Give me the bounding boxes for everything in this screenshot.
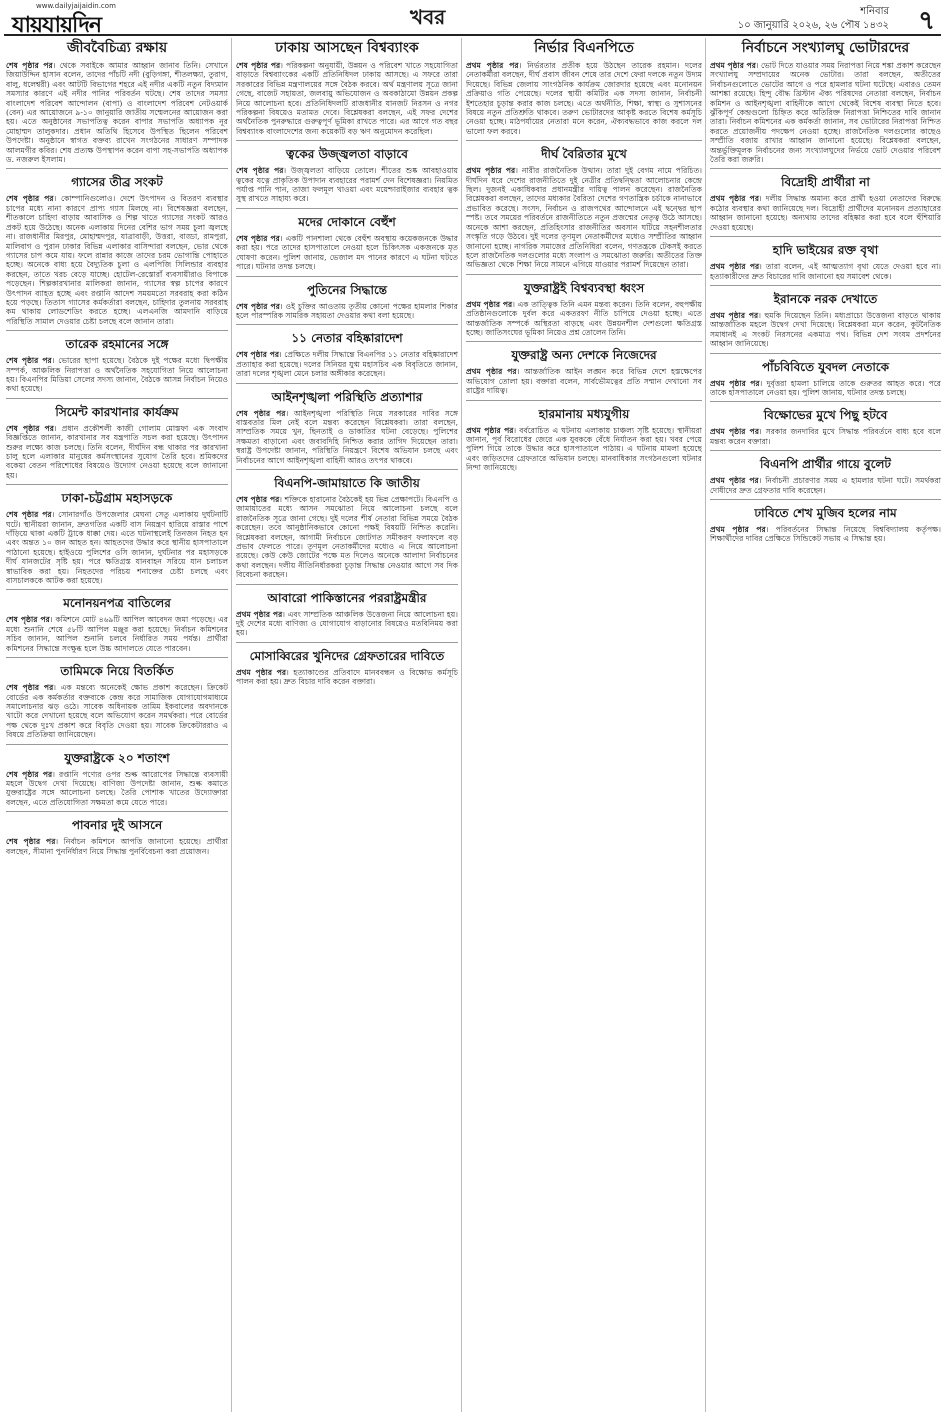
story-headline[interactable]: সিমেন্ট কারখানার কার্যক্রম (55, 404, 179, 419)
story-text: । ওই চুক্তির আওতায় তৃতীয় কোনো পক্ষের হামলার শিকার হলে পারস্পরিক সামরিক সহায়তা দেওয়ার কথা বলা হয়েছে। (236, 301, 458, 320)
story-continuation-lead: প্রথম পৃষ্ঠার পর (710, 61, 756, 70)
story-text: । আইনশৃঙ্খলা পরিস্থিতি নিয়ে সরকারের দাবির সঙ্গে বাস্তবতার মিল নেই বলে মন্তব্য করেছেন বিশ্লেষকরা। তারা বলছেন, সাম্প্রতিক সময়ে খুন, ছিনতাই ও ডাকাতির ঘটনা বেড়েছে। পুলিশের সক্ষমতা বাড়ানো এবং জবাবদিহি নিশ্চিত করার তাগিদ দিয়েছেন তারা। স্বরাষ্ট্র উপদেষ্টা জানান, পরিস্থিতি নিয়ন্ত্রণে বিশেষ অভিযান চলছে এবং নির্বাচনের আগে আইনশৃঙ্খলা বাহিনী আরও তৎপর থাকবে। (236, 408, 458, 465)
story-text: । প্রধান প্রকৌশলী কাজী গোলাম মোস্তফা এক সংবাদ বিজ্ঞপ্তিতে জানান, কারখানার সব যন্ত্রপাতি সচল করা হয়েছে। উৎপাদন শুরুর লক্ষ্যে কাজ চলছে। তিনি বলেন, দীর্ঘদিন বন্ধ থাকার পর কারখানা চালু হলে এলাকার মানুষের কর্মসংস্থানের সুযোগ তৈরি হবে। শ্রমিকদের বকেয়া বেতন পরিশোধের বিষয়েও উদ্যোগ নেওয়া হয়েছে বলে জানানো হয়। (6, 423, 228, 480)
story-continuation-lead: প্রথম পৃষ্ঠার পর (710, 262, 760, 272)
story-paragraph (6, 683, 228, 739)
story-continuation-lead: শেষ পৃষ্ঠার পর (6, 61, 53, 70)
news-story (6, 751, 228, 813)
story-text: । পরিবর্তনের সিদ্ধান্ত নিয়েছে বিশ্ববিদ্যালয় কর্তৃপক্ষ। শিক্ষার্থীদের দাবির প্রেক্ষিতে সিন্ডিকেট সভায় এ সিদ্ধান্ত হয়। (710, 524, 941, 544)
story-text: । পরিকল্পনা অনুযায়ী, উন্নয়ন ও পরিবেশ খাতে সহযোগিতা বাড়াতে বিশ্বব্যাংকের একটি প্রতিনিধিদল ঢাকায় আসছে। এ সফরে তারা সরকারের বিভিন্ন মন্ত্রণালয়ের সঙ্গে বৈঠক করবে। অর্থ মন্ত্রণালয় সূত্রে জানা গেছে, বাজেট সহায়তা, জলবায়ু অভিযোজন ও অবকাঠামো উন্নয়ন প্রকল্প নিয়ে আলোচনা হবে। প্রতিনিধিদলটি রাজধানীর যানজট নিরসন ও নগর পরিকল্পনা বিষয়েও মতামত দেবে। বিশ্লেষকরা বলছেন, এই সফর দেশের অর্থনৈতিক পুনরুদ্ধারে গুরুত্বপূর্ণ ভূমিকা রাখতে পারে। এর আগে গত বছর বিশ্বব্যাংক বাংলাদেশের জন্য কয়েকটি বড় ঋণ অনুমোদন করেছিল। (236, 61, 458, 136)
news-story (6, 175, 228, 331)
story-body (6, 194, 228, 326)
story-paragraph (6, 194, 228, 326)
news-story (236, 591, 458, 643)
story-paragraph (710, 427, 941, 446)
story-text: । প্রেক্ষিতে দলীয় সিদ্ধান্তে বিএনপির ১১ নেতার বহিষ্কারাদেশ প্রত্যাহার করা হয়েছে। দলের সিনিয়র যুগ্ম মহাসচিব এক বিবৃতিতে জানান, তারা দলের শৃঙ্খলা মেনে চলার অঙ্গীকার করেছেন। (236, 350, 458, 379)
news-story (466, 407, 702, 477)
story-body (710, 194, 941, 232)
story-text: । কোম্পানিগুলোও। দেশে উৎপাদন ও বিতরণ ব্যবস্থার চাপের মধ্যে নানা কারণে প্রাপ্য গ্যাস মিলছে না। বিশেষজ্ঞরা বলছেন, শীতকালে চাহিদা বাড়ায় আবাসিক ও শিল্প খাতে গ্যাসের সংকট আরও প্রকট হয়ে উঠেছে। অনেক এলাকায় দিনের বেশির ভাগ সময় চুলা জ্বলছে না। রাজধানীর মিরপুর, মোহাম্মদপুর, যাত্রাবাড়ী, উত্তরা, বাড্ডা, রামপুরা, মালিবাগ ও পুরান ঢাকার বিভিন্ন এলাকার বাসিন্দারা বলছেন, ভোর থেকে গ্যাসের চাপ কমে যায়। ফলে রান্নার কাজে তাদের চরম ভোগান্তি পোহাতে হচ্ছে। অনেকে বাধ্য হয়ে বৈদ্যুতিক চুলা ও এলপিজি সিলিন্ডার ব্যবহার করছেন, তাতে খরচ বেড়ে যাচ্ছে। হোটেল-রেস্তোরাঁ ব্যবসায়ীরাও বিপাকে পড়েছেন। শিল্পকারখানার মালিকরা জানান, গ্যাসের স্বল্প চাপের কারণে উৎপাদন ব্যাহত হচ্ছে এবং রপ্তানি আদেশ সময়মতো সরবরাহ করা কঠিন হয়ে পড়ছে। তিতাস গ্যাসের কর্মকর্তারা বলছেন, চাহিদার তুলনায় সরবরাহ কম থাকায় লোডশেডিং করতে হচ্ছে। এলএনজি আমদানি বাড়িয়ে পরিস্থিতি সামাল দেওয়ার চেষ্টা চলছে বলে জানান তারা। (6, 194, 228, 326)
news-story (466, 147, 702, 274)
news-story (236, 331, 458, 383)
story-paragraph (710, 194, 941, 232)
news-story (710, 175, 941, 237)
story-paragraph (710, 262, 941, 281)
story-text: । নারীর রাজনৈতিক উত্থান। তারা দুই বেগম নামে পরিচিত। দীর্ঘদিন ধরে দেশের রাজনীতিতে দুই নেত্রীর প্রতিদ্বন্দ্বিতা আলোচনার কেন্দ্রে ছিল। দুজনই একাধিকবার প্রধানমন্ত্রীর দায়িত্ব পালন করেছেন। রাজনৈতিক বিশ্লেষকরা বলছেন, তাদের মধ্যকার বৈরিতা দেশের গণতান্ত্রিক চর্চাকে নানাভাবে প্রভাবিত করেছে। সংসদ, নির্বাচন ও রাজপথের আন্দোলনে এই দ্বন্দ্বের ছাপ স্পষ্ট। তবে সময়ের পরিবর্তনে রাজনীতিতে নতুন প্রজন্মের নেতৃত্ব উঠে আসছে। অনেকে আশা করছেন, প্রতিহিংসার রাজনীতির অবসান ঘটিয়ে সহনশীলতার সংস্কৃতি গড়ে উঠবে। দুই দলের তৃণমূল নেতাকর্মীদের মধ্যেও সম্প্রীতির আহ্বান জানানো হচ্ছে। নাগরিক সমাজের প্রতিনিধিরা বলেন, গণতন্ত্রকে টেকসই করতে হলে রাজনৈতিক দলগুলোর মধ্যে সংলাপ ও সমঝোতা জরুরি। অতীতের তিক্ত অভিজ্ঞতা থেকে শিক্ষা নিয়ে সামনে এগিয়ে যাওয়ার পরামর্শ দিয়েছেন তারা। (466, 166, 702, 270)
story-body (466, 367, 702, 395)
story-continuation-lead: শেষ পৃষ্ঠার পর (6, 837, 56, 847)
story-body (6, 770, 228, 808)
story-headline[interactable]: নির্বাচনে সংখ্যালঘু ভোটারদের (741, 40, 910, 56)
story-body (710, 311, 941, 349)
story-continuation-lead: প্রথম পৃষ্ঠার পর (710, 310, 759, 320)
story-paragraph (236, 668, 458, 687)
story-body (6, 356, 228, 394)
story-continuation-lead: প্রথম পৃষ্ঠার পর (710, 476, 759, 486)
story-body (6, 510, 228, 585)
story-headline[interactable]: বিএনপি প্রার্থীর গায়ে বুলেট (760, 457, 891, 472)
story-text: । হুমকি দিয়েছেন তিনি। মধ্যপ্রাচ্যে উত্তেজনা বাড়তে থাকায় আন্তর্জাতিক মহলে উদ্বেগ দেখা দিয়েছে। বিশ্লেষকরা মনে করেন, কূটনৈতিক সমাধানই এ সংকট নিরসনের একমাত্র পথ। বিভিন্ন দেশ সংযম প্রদর্শনের আহ্বান জানিয়েছে। (710, 310, 941, 349)
column-divider (461, 38, 462, 1412)
story-continuation-lead: শেষ পৃষ্ঠার পর (236, 408, 286, 418)
story-text: । থেকে সবাইকে আমার আহ্বান জানাব তিনি। সেখানে জিয়াউদ্দিন হাসান বলেন, তাদের পাঁচটি নদী (বুড়িগঙ্গা, শীতলক্ষ্যা, তুরাগ, বালু, ধলেশ্বরী) এবং আটটি বিভাগের শহরে এই নদীর একটি নতুন বিদ্যমান সমস্যার কারণে এই নদীর পানির পরিবর্তন ঘটছে। শেষ তাদের সমস্যা বাংলাদেশ পরিবেশ আন্দোলন (বাপা) ও বাংলাদেশ পরিবেশ নেটওয়ার্ক (বেন) এর আয়োজনে ৯-১০ জানুয়ারি জাতীয় সম্মেলনের আয়োজন করা হয়। এতে অনুষ্ঠানের সভাপতিত্ব করেন বাপার সভাপতি অধ্যাপক নূর মোহাম্মদ তালুকদার। প্রধান অতিথি হিসেবে উপস্থিত ছিলেন পরিবেশ উপদেষ্টা। অনুষ্ঠানে স্বাগত বক্তব্য রাখেন সংগঠনের সাধারণ সম্পাদক আলমগীর কবির। শেষ প্রত্যক্ষ উপস্থাপন করেন বাপা সহ-সভাপতি অধ্যাপক ড. নজরুল ইসলাম। (6, 61, 228, 165)
story-text: । সোনারগাঁও উপজেলার মেঘনা সেতু এলাকায় দুর্ঘটনাটি ঘটে। স্থানীয়রা জানান, দ্রুতগতির একটি বাস নিয়ন্ত্রণ হারিয়ে রাস্তার পাশে দাঁড়িয়ে থাকা একটি ট্রাকে ধাক্কা দেয়। এতে ঘটনাস্থলেই তিনজন নিহত হন এবং অন্তত ১০ জন আহত হন। আহতদের উদ্ধার করে স্থানীয় হাসপাতালে পাঠানো হয়েছে। হাইওয়ে পুলিশের ওসি জানান, দুর্ঘটনার পর মহাসড়কে দীর্ঘ যানজটের সৃষ্টি হয়। পরে ক্ষতিগ্রস্ত যানবাহন সরিয়ে যান চলাচল স্বাভাবিক করা হয়। নিহতদের পরিচয় শনাক্তের চেষ্টা চলছে এবং বাসচালককে আটক করা হয়েছে। (6, 510, 228, 586)
column-divider (231, 38, 232, 1412)
story-headline[interactable]: হারমানায় মধ্যযুগীয় (538, 406, 630, 421)
news-story (236, 215, 458, 277)
story-body (710, 262, 941, 281)
story-text: । এক মন্তব্যে অনেকেই ক্ষোভ প্রকাশ করেছেন। ক্রিকেট বোর্ডের এক কর্মকর্তার বক্তব্যকে কেন্দ্র করে সামাজিক যোগাযোগমাধ্যমে সমালোচনার ঝড় ওঠে। সাবেক অধিনায়ক তামিম ইকবালের অবদানকে খাটো করে দেখানো হয়েছে বলে অভিযোগ করেন সমর্থকরা। পরে বোর্ডের পক্ষ থেকে দুঃখ প্রকাশ করে বিবৃতি দেওয়া হয়। সাবেক ক্রিকেটাররাও এ বিষয়ে প্রতিক্রিয়া জানিয়েছেন। (6, 683, 228, 740)
story-headline[interactable]: তামিমকে নিয়ে বিতর্কিত (60, 664, 174, 679)
news-column-2 (236, 38, 458, 1412)
story-text: । আন্তর্জাতিক আইন লঙ্ঘন করে বিভিন্ন দেশে হস্তক্ষেপের অভিযোগ তোলা হয়। বক্তারা বলেন, সার্বভৌমত্বের প্রতি সম্মান দেখানো সব রাষ্ট্রের দায়িত্ব। (466, 367, 702, 396)
story-headline[interactable]: জীববৈচিত্র্য রক্ষায় (66, 40, 168, 56)
story-paragraph (6, 615, 228, 653)
story-continuation-lead: শেষ পৃষ্ঠার পর (6, 194, 54, 204)
story-headline[interactable]: ঢাবিতে শেখ মুজিব হলের নাম (754, 505, 897, 520)
column-divider (705, 38, 706, 1412)
story-headline[interactable]: মদের দোকানে বেহুঁশ (298, 214, 396, 229)
news-story (710, 457, 941, 500)
news-story (466, 348, 702, 400)
story-paragraph (710, 61, 941, 164)
masthead (4, 0, 941, 36)
story-continuation-lead: প্রথম পৃষ্ঠার পর (236, 609, 283, 619)
story-body (6, 837, 228, 856)
story-text: । উজ্জ্বলতা বাড়িয়ে তোলে। শীতের শুষ্ক আবহাওয়ায় ত্বকের যত্নে প্রাকৃতিক উপাদান ব্যবহারের পরামর্শ দেন বিশেষজ্ঞরা। নিয়মিত পর্যাপ্ত পানি পান, তাজা ফলমূল খাওয়া এবং ময়েশ্চারাইজার ব্যবহার ত্বক সুস্থ রাখতে সাহায্য করে। (236, 166, 458, 204)
news-story (710, 506, 941, 548)
news-story (466, 40, 702, 141)
news-column-4 (710, 38, 941, 1412)
story-text: । ভোরের ছাপা হয়েছে। বৈঠকে দুই পক্ষের মধ্যে দ্বিপক্ষীয় সম্পর্ক, আঞ্চলিক নিরাপত্তা ও অর্থনৈতিক সহযোগিতা নিয়ে আলোচনা হয়। বিএনপির মিডিয়া সেলের সদস্য জানান, বৈঠকে আসন্ন নির্বাচন নিয়েও কথা হয়েছে। (6, 356, 228, 394)
story-paragraph (236, 409, 458, 465)
page-number: ৭ (918, 6, 935, 36)
news-story (710, 243, 941, 286)
story-continuation-lead: শেষ পৃষ্ঠার পর (236, 233, 280, 243)
news-story (710, 292, 941, 354)
story-paragraph (236, 610, 458, 638)
story-headline[interactable]: ঢাকা-চট্টগ্রাম মহাসড়কে (61, 491, 173, 506)
story-headline[interactable]: পাবনার দুই আসনে (71, 818, 163, 833)
story-body (236, 61, 458, 136)
story-headline[interactable]: তারেক রহমানের সঙ্গে (65, 337, 169, 352)
story-paragraph (6, 510, 228, 585)
story-continuation-lead: শেষ পৃষ্ঠার পর (236, 301, 280, 311)
story-headline[interactable]: মোসাব্বিরের খুনিদের গ্রেফতারের দাবিতে (249, 648, 445, 663)
story-continuation-lead: প্রথম পৃষ্ঠার পর (710, 194, 760, 204)
story-headline[interactable]: যুক্তরাষ্ট্রই বিশ্বব্যবস্থা ধ্বংস (523, 280, 645, 295)
story-paragraph (466, 367, 702, 395)
story-paragraph (6, 770, 228, 808)
story-paragraph (6, 424, 228, 480)
issue-day: শনিবার (860, 6, 889, 17)
story-continuation-lead: শেষ পৃষ্ঠার পর (6, 769, 53, 779)
story-headline[interactable]: বিক্ষোভের মুখে পিছু হটবে (763, 408, 888, 423)
story-body (6, 683, 228, 739)
story-text: । এবং সাম্প্রতিক আঞ্চলিক উত্তেজনা নিয়ে আলোচনা হয়। দুই দেশের মধ্যে বাণিজ্য ও যোগাযোগ বাড়ানোর বিষয়েও মতবিনিময় করা হয়। (236, 609, 458, 638)
story-headline[interactable]: ঢাকায় আসছেন বিশ্বব্যাংক (275, 40, 419, 56)
news-story (6, 491, 228, 590)
news-story (6, 337, 228, 399)
story-continuation-lead: প্রথম পৃষ্ঠার পর (466, 299, 513, 309)
story-paragraph (710, 476, 941, 495)
story-text: । নির্ভরতার প্রতীক হয়ে উঠছেন তারেক রহমান। দলের নেতাকর্মীরা বলছেন, দীর্ঘ প্রবাস জীবন শেষে তার দেশে ফেরা দলকে নতুন উদ্যম দিয়েছে। বিভিন্ন জেলায় সাংগঠনিক কার্যক্রম জোরদার হয়েছে এবং মনোনয়ন প্রক্রিয়াও গতি পেয়েছে। দলের স্থায়ী কমিটির এক সদস্য জানান, নির্বাচনী ইশতেহার চূড়ান্ত করার কাজ চলছে। এতে অর্থনীতি, শিক্ষা, স্বাস্থ্য ও সুশাসনের বিষয়ে নতুন প্রতিশ্রুতি থাকবে। তরুণ ভোটারদের আকৃষ্ট করতে বিশেষ কর্মসূচি নেওয়া হচ্ছে। মাঠপর্যায়ের নেতারা মনে করেন, ঐক্যবদ্ধভাবে কাজ করলে দল ভালো ফল করবে। (466, 61, 702, 136)
story-body (236, 234, 458, 272)
news-story (466, 281, 702, 343)
news-story (236, 40, 458, 141)
story-paragraph (236, 495, 458, 580)
story-paragraph (466, 300, 702, 338)
story-continuation-lead: শেষ পৃষ্ঠার পর (236, 61, 281, 70)
story-paragraph (6, 356, 228, 394)
story-body (710, 379, 941, 398)
news-column-1 (6, 38, 228, 1412)
story-headline[interactable]: ১১ নেতার বহিষ্কারাদেশ (291, 331, 403, 346)
story-headline[interactable]: যুক্তরাষ্ট্র অন্য দেশকে নিজেদের (511, 348, 657, 363)
section-title: খবর (410, 5, 446, 29)
issue-date: ১০ জানুয়ারি ২০২৬, ২৬ পৌষ ১৪৩২ (737, 20, 889, 31)
story-continuation-lead: শেষ পৃষ্ঠার পর (236, 350, 280, 360)
story-body (236, 495, 458, 580)
story-paragraph (466, 166, 702, 269)
story-continuation-lead: প্রথম পৃষ্ঠার পর (466, 61, 519, 70)
site-url[interactable]: www.dailyjaijaidin.com (36, 2, 116, 10)
story-body (6, 61, 228, 164)
story-continuation-lead: প্রথম পৃষ্ঠার পর (466, 367, 517, 377)
story-continuation-lead: প্রথম পৃষ্ঠার পর (710, 427, 760, 437)
story-paragraph (710, 311, 941, 349)
story-continuation-lead: প্রথম পৃষ্ঠার পর (466, 425, 514, 435)
story-text: । কমিশনে মোট ৪৬৯টি আপিল আবেদন জমা পড়েছে। এর মধ্যে শুনানি শেষে ৫৮টি আপিল মঞ্জুর করা হয়েছে। নির্বাচন কমিশনের সচিব জানান, আপিল শুনানি চলবে নির্ধারিত সময় পর্যন্ত। প্রার্থীরা কমিশনের সিদ্ধান্তে সংক্ষুব্ধ হলে উচ্চ আদালতে যেতে পারবেন। (6, 615, 228, 653)
story-continuation-lead: প্রথম পৃষ্ঠার পর (466, 166, 516, 176)
story-continuation-lead: প্রথম পৃষ্ঠার পর (236, 667, 287, 677)
story-body (710, 476, 941, 495)
story-text: । বর্বরোচিত এ ঘটনায় এলাকায় চাঞ্চল্য সৃষ্টি হয়েছে। স্থানীয়রা জানান, পূর্ব বিরোধের জেরে এক যুবককে বেঁধে নির্যাতন করা হয়। খবর পেয়ে পুলিশ গিয়ে তাকে উদ্ধার করে হাসপাতালে পাঠায়। এ ঘটনায় মামলা হয়েছে এবং জড়িতদের গ্রেফতারে অভিযান চলছে। মানবাধিকার সংগঠনগুলো ঘটনার নিন্দা জানিয়েছে। (466, 425, 702, 473)
story-body (466, 61, 702, 136)
story-body (6, 615, 228, 653)
story-paragraph (710, 379, 941, 398)
story-text: । নির্বাচনী প্রচারণার সময় এ হামলার ঘটনা ঘটে। সমর্থকরা দোষীদের দ্রুত গ্রেফতার দাবি করেছেন। (710, 476, 941, 495)
story-continuation-lead: প্রথম পৃষ্ঠার পর (710, 524, 766, 534)
story-continuation-lead: শেষ পৃষ্ঠার পর (236, 166, 284, 176)
story-continuation-lead: শেষ পৃষ্ঠার পর (236, 494, 280, 504)
story-body (466, 426, 702, 473)
news-story (236, 390, 458, 470)
story-headline[interactable]: বিএনপি-জামায়াতে কি জাতীয় (274, 475, 420, 490)
story-text: । ভোট দিতে যাওয়ার সময় নিরাপত্তা নিয়ে শঙ্কা প্রকাশ করেছেন সংখ্যালঘু সম্প্রদায়ের অনেক ভোটার। তারা বলছেন, অতীতের নির্বাচনগুলোতে ভোটের আগে ও পরে হামলার ঘটনা ঘটেছে। এবারও তেমন আশঙ্কা রয়েছে। হিন্দু বৌদ্ধ খ্রিস্টান ঐক্য পরিষদের নেতারা বলছেন, নির্বাচন কমিশন ও আইনশৃঙ্খলা বাহিনীকে আগে থেকেই বিশেষ ব্যবস্থা নিতে হবে। ঝুঁকিপূর্ণ কেন্দ্রগুলো চিহ্নিত করে অতিরিক্ত নিরাপত্তা নিশ্চিতের দাবি জানান তারা। নির্বাচন কমিশনের এক কর্মকর্তা জানান, সব ভোটারের নিরাপত্তা নিশ্চিত করতে প্রয়োজনীয় পদক্ষেপ নেওয়া হচ্ছে। রাজনৈতিক দলগুলোর কাছেও সম্প্রীতি বজায় রাখার আহ্বান জানানো হয়েছে। বিশ্লেষকরা বলছেন, অন্তর্ভুক্তিমূলক নির্বাচনের জন্য সংখ্যালঘুদের নির্ভয়ে ভোট দেওয়ার পরিবেশ তৈরি করা জরুরি। (710, 61, 941, 165)
news-story (236, 476, 458, 585)
story-text: । দলীয় সিদ্ধান্ত অমান্য করে প্রার্থী হওয়া নেতাদের বিরুদ্ধে কঠোর ব্যবস্থার কথা জানিয়েছে দল। বিদ্রোহী প্রার্থীদের মনোনয়ন প্রত্যাহারের আহ্বান জানানো হয়েছে। অন্যথায় তাদের বহিষ্কার করা হবে বলে হুঁশিয়ারি দেওয়া হয়েছে। (710, 194, 941, 232)
story-headline[interactable]: পুতিনের সিদ্ধান্তে (306, 282, 388, 297)
story-paragraph (710, 525, 941, 544)
story-paragraph (6, 61, 228, 164)
story-paragraph (466, 426, 702, 473)
story-body (236, 302, 458, 321)
story-body (710, 427, 941, 446)
story-paragraph (466, 61, 702, 136)
story-text: । একটি পানশালা থেকে বেহুঁশ অবস্থায় কয়েকজনকে উদ্ধার করা হয়। পরে তাদের হাসপাতালে নেওয়া হলে চিকিৎসক একজনকে মৃত ঘোষণা করেন। পুলিশ জানায়, ভেজাল মদ পানের কারণে এ ঘটনা ঘটতে পারে। ঘটনার তদন্ত চলছে। (236, 233, 458, 272)
story-text: । এক তাত্ত্বিক তিনি এমন মন্তব্য করেন। তিনি বলেন, বহুপক্ষীয় প্রতিষ্ঠানগুলোকে দুর্বল করে একতরফা নীতি চাপিয়ে দেওয়া হচ্ছে। এতে আন্তর্জাতিক সম্পর্কে অস্থিরতা বাড়ছে এবং উন্নয়নশীল দেশগুলো ক্ষতিগ্রস্ত হচ্ছে। জাতিসংঘের ভূমিকা নিয়েও প্রশ্ন তোলেন তিনি। (466, 299, 702, 337)
story-headline[interactable]: ত্বকের উজ্জ্বলতা বাড়াবে (286, 147, 408, 162)
story-headline[interactable]: আবারো পাকিস্তানের পররাষ্ট্রমন্ত্রীর (267, 590, 427, 605)
story-text: । হত্যাকাণ্ডের প্রতিবাদে মানববন্ধন ও বিক্ষোভ কর্মসূচি পালন করা হয়। দ্রুত বিচার দাবি করেন বক্তারা। (236, 667, 458, 687)
story-body (236, 610, 458, 638)
news-story (6, 40, 228, 169)
story-text: । রপ্তানি পণ্যের ওপর শুল্ক আরোপের সিদ্ধান্তে ব্যবসায়ী মহলে উদ্বেগ দেখা দিয়েছে। বাণিজ্য উপদেষ্টা জানান, শুল্ক কমাতে যুক্তরাষ্ট্রের সঙ্গে আলোচনা চলছে। তৈরি পোশাক খাতের উদ্যোক্তারা বলছেন, এতে প্রতিযোগিতা সক্ষমতা কমে যেতে পারে। (6, 769, 228, 807)
story-paragraph (236, 302, 458, 321)
story-body (236, 409, 458, 465)
story-text: । দুর্বৃত্তরা হামলা চালিয়ে তাকে গুরুতর আহত করে। পরে তাকে হাসপাতালে নেওয়া হয়। পুলিশ জানায়, ঘটনার তদন্ত চলছে। (710, 378, 941, 397)
story-headline[interactable]: যুক্তরাষ্ট্রকে ২০ শতাংশ (64, 750, 170, 765)
story-headline[interactable]: আইনশৃঙ্খলা পরিস্থিতি প্রত্যাশার (271, 389, 423, 404)
news-story (236, 649, 458, 691)
story-body (236, 350, 458, 378)
story-paragraph (236, 166, 458, 204)
story-continuation-lead: প্রথম পৃষ্ঠার পর (710, 378, 760, 388)
story-body (6, 424, 228, 480)
news-story (6, 596, 228, 658)
story-paragraph (236, 234, 458, 272)
story-headline[interactable]: গ্যাসের তীব্র সংকট (71, 175, 163, 190)
news-story (6, 664, 228, 744)
story-text: । তারা বলেন, এই আত্মত্যাগ বৃথা যেতে দেওয়া হবে না। হত্যাকারীদের দ্রুত বিচারের দাবি জানানো হয় সমাবেশ থেকে। (710, 262, 941, 281)
news-story (710, 408, 941, 451)
news-story (236, 283, 458, 326)
story-continuation-lead: শেষ পৃষ্ঠার পর (6, 356, 52, 366)
story-body (710, 61, 941, 164)
newspaper-logo: যায়যায়দিন (12, 12, 102, 38)
story-paragraph (6, 837, 228, 856)
story-headline[interactable]: বিদ্রোহী প্রার্থীরা না (781, 175, 870, 190)
news-story (236, 147, 458, 209)
story-paragraph (236, 350, 458, 378)
story-headline[interactable]: নির্ভার বিএনপিতে (534, 40, 634, 56)
story-paragraph (236, 61, 458, 136)
news-column-3 (466, 38, 702, 1412)
story-text: । সরকার জনদাবির মুখে সিদ্ধান্ত পরিবর্তনে বাধ্য হবে বলে মন্তব্য করেন বক্তারা। (710, 427, 941, 446)
story-body (236, 668, 458, 687)
story-headline[interactable]: দীর্ঘ বৈরিতার মুখে (541, 147, 627, 162)
story-body (466, 166, 702, 269)
story-headline[interactable]: ইরানকে নরক দেখাতে (773, 291, 878, 306)
story-continuation-lead: শেষ পৃষ্ঠার পর (6, 423, 54, 433)
story-continuation-lead: শেষ পৃষ্ঠার পর (6, 615, 50, 625)
story-headline[interactable]: হাদি ভাইয়ের রক্ত বৃথা (772, 243, 879, 258)
story-continuation-lead: শেষ পৃষ্ঠার পর (6, 683, 54, 693)
news-story (710, 360, 941, 403)
story-text: । শক্তিকে হারানোর বৈঠকেই হয় ভিন্ন প্রেক্ষাপটে। বিএনপি ও জামায়াতের মধ্যে আসন সমঝোতা নিয়ে আলোচনা চলছে বলে রাজনৈতিক সূত্রে জানা গেছে। দুই দলের শীর্ষ নেতারা বিভিন্ন সময়ে বৈঠক করেছেন। তবে আনুষ্ঠানিকভাবে কোনো পক্ষই বিষয়টি নিশ্চিত করেনি। বিশ্লেষকরা বলছেন, আগামী নির্বাচনে জোটগত সমীকরণ ফলাফলে বড় প্রভাব ফেলতে পারে। তৃণমূল নেতাকর্মীদের মধ্যেও এ নিয়ে আলোচনা রয়েছে। কেউ কেউ জোটের পক্ষে মত দিলেও অনেকে আলাদা নির্বাচনের কথা বলছেন। দলীয় নীতিনির্ধারকরা চূড়ান্ত সিদ্ধান্ত নেওয়ার আগে সব দিক বিবেচনা করছেন। (236, 494, 458, 580)
story-headline[interactable]: মনোনয়নপত্র বাতিলের (63, 596, 171, 611)
news-story (710, 40, 941, 169)
story-text: । নির্বাচন কমিশনে আপত্তি জানানো হয়েছে। প্রার্থীরা বলছেন, সীমানা পুনর্নির্ধারণ নিয়ে সিদ্ধান্ত পুনর্বিবেচনা করা প্রয়োজন। (6, 837, 228, 856)
news-story (6, 818, 228, 860)
story-body (710, 525, 941, 544)
news-story (6, 405, 228, 485)
story-continuation-lead: শেষ পৃষ্ঠার পর (6, 510, 52, 520)
story-body (466, 300, 702, 338)
story-headline[interactable]: পাঁচবিবিতে যুবদল নেতাকে (761, 359, 890, 374)
story-body (236, 166, 458, 204)
